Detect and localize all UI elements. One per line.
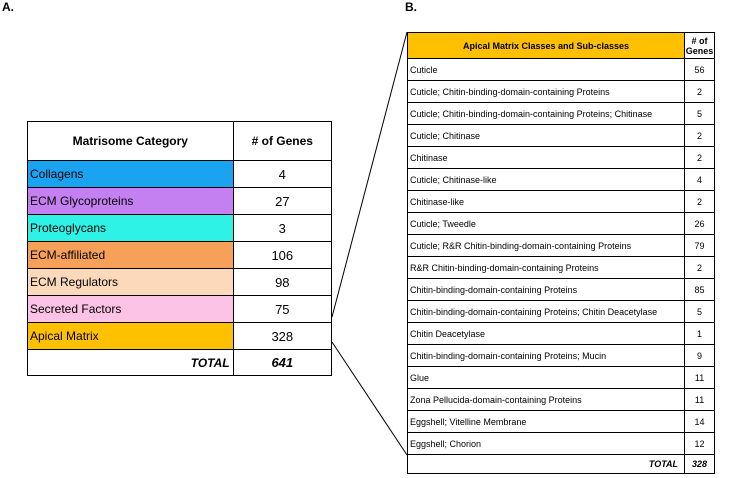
class-cell: Cuticle — [408, 59, 685, 81]
class-cell: Chitin Deacetylase — [408, 323, 685, 345]
gene-count-cell: 27 — [233, 188, 331, 215]
category-cell: Proteoglycans — [28, 215, 234, 242]
panel-b-label: B. — [405, 0, 417, 14]
gene-count-cell: 328 — [233, 323, 331, 350]
category-cell: ECM-affiliated — [28, 242, 234, 269]
class-cell: Cuticle; R&R Chitin-binding-domain-containing Proteins — [408, 235, 685, 257]
class-cell: Chitin-binding-domain-containing Proteins; Mucin — [408, 345, 685, 367]
total-value: 328 — [685, 455, 715, 474]
gene-count-cell: 75 — [233, 296, 331, 323]
panel-a-label: A. — [2, 0, 14, 14]
gene-count-cell: 106 — [233, 242, 331, 269]
gene-count-cell: 2 — [685, 191, 715, 213]
gene-count-cell: 26 — [685, 213, 715, 235]
gene-count-cell: 79 — [685, 235, 715, 257]
gene-count-cell: 2 — [685, 147, 715, 169]
gene-count-cell: 98 — [233, 269, 331, 296]
category-cell: Apical Matrix — [28, 323, 234, 350]
class-cell: Cuticle; Tweedle — [408, 213, 685, 235]
class-cell: Cuticle; Chitinase — [408, 125, 685, 147]
gene-count-cell: 11 — [685, 367, 715, 389]
total-label: TOTAL — [408, 455, 685, 474]
category-cell: ECM Glycoproteins — [28, 188, 234, 215]
gene-count-cell: 4 — [233, 161, 331, 188]
gene-count-cell: 2 — [685, 81, 715, 103]
gene-count-cell: 2 — [685, 257, 715, 279]
total-label: TOTAL — [28, 350, 234, 376]
gene-count-cell: 85 — [685, 279, 715, 301]
class-cell: Cuticle; Chitinase-like — [408, 169, 685, 191]
class-cell: Cuticle; Chitin-binding-domain-containing Proteins — [408, 81, 685, 103]
class-cell: Eggshell; Vitelline Membrane — [408, 411, 685, 433]
category-cell: Collagens — [28, 161, 234, 188]
header-apical-matrix-classes: Apical Matrix Classes and Sub-classes — [408, 33, 685, 59]
class-cell: Glue — [408, 367, 685, 389]
gene-count-cell: 14 — [685, 411, 715, 433]
category-cell: ECM Regulators — [28, 269, 234, 296]
class-cell: Chitinase-like — [408, 191, 685, 213]
total-value: 641 — [233, 350, 331, 376]
class-cell: R&R Chitin-binding-domain-containing Proteins — [408, 257, 685, 279]
gene-count-cell: 3 — [233, 215, 331, 242]
class-cell: Cuticle; Chitin-binding-domain-containing Proteins; Chitinase — [408, 103, 685, 125]
gene-count-cell: 4 — [685, 169, 715, 191]
gene-count-cell: 1 — [685, 323, 715, 345]
gene-count-cell: 9 — [685, 345, 715, 367]
gene-count-cell: 5 — [685, 103, 715, 125]
class-cell: Chitinase — [408, 147, 685, 169]
gene-count-cell: 11 — [685, 389, 715, 411]
gene-count-cell: 12 — [685, 433, 715, 455]
connector-line-bottom — [332, 342, 407, 455]
gene-count-cell: 5 — [685, 301, 715, 323]
gene-count-cell: 56 — [685, 59, 715, 81]
class-cell: Eggshell; Chorion — [408, 433, 685, 455]
connector-line-top — [332, 32, 407, 317]
header-gene-count-b: # of Genes — [685, 33, 715, 59]
header-gene-count: # of Genes — [233, 122, 331, 161]
category-cell: Secreted Factors — [28, 296, 234, 323]
class-cell: Zona Pellucida-domain-containing Proteins — [408, 389, 685, 411]
class-cell: Chitin-binding-domain-containing Proteins — [408, 279, 685, 301]
header-matrisome-category: Matrisome Category — [28, 122, 234, 161]
class-cell: Chitin-binding-domain-containing Proteins; Chitin Deacetylase — [408, 301, 685, 323]
gene-count-cell: 2 — [685, 125, 715, 147]
